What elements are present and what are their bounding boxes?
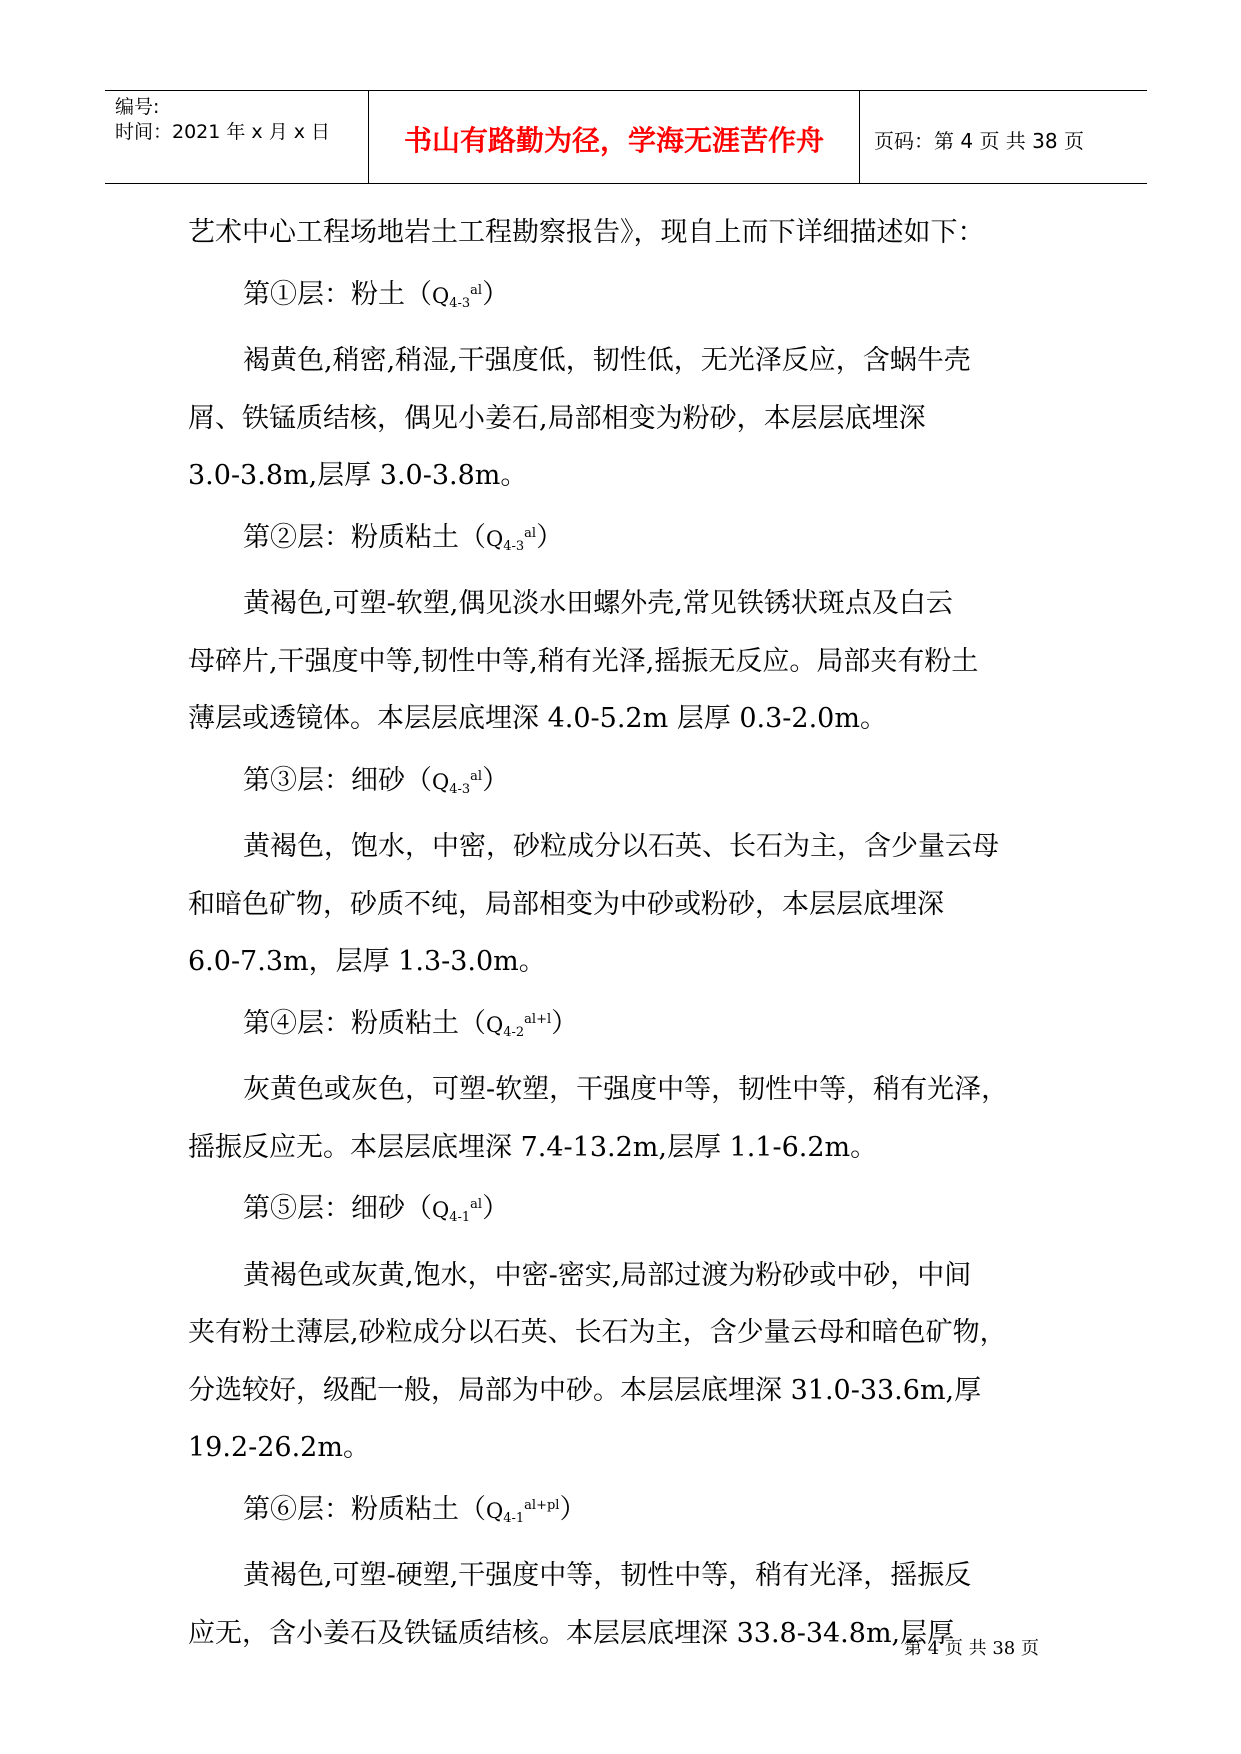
header-motto: 书山有路勤为径，学海无涯苦作舟 — [369, 91, 860, 183]
body-line: 艺术中心工程场地岩土工程勘察报告》，现自上而下详细描述如下： — [188, 217, 985, 248]
body-line: 薄层或透镜体。本层层底埋深 4.0-5.2m 层厚 0.3-2.0m。 — [188, 703, 887, 734]
body-line: 19.2-26.2m。 — [188, 1432, 370, 1463]
layer-heading: 第①层：粉土$(Q_{4-3}^{al})$ — [243, 278, 510, 311]
body-line: 摇振反应无。本层层底埋深 7.4-13.2m,层厚 1.1-6.2m。 — [188, 1131, 878, 1163]
document-number-label: 编号: — [115, 96, 160, 118]
page-footer: 第 4 页 共 38 页 — [904, 1638, 1039, 1659]
body-line: 黄褐色，饱水，中密，砂粒成分以石英、长石为主，含少量云母 — [243, 831, 999, 862]
body-line: 夹有粉土薄层,砂粒成分以石英、长石为主，含少量云母和暗色矿物， — [188, 1317, 1007, 1348]
body-line: 和暗色矿物，砂质不纯，局部相变为中砂或粉砂，本层层底埋深 — [188, 888, 944, 920]
body-line: 黄褐色或灰黄,饱水，中密-密实,局部过渡为粉砂或中砂，中间 — [243, 1259, 972, 1291]
layer-heading: 第③层：细砂$(Q_{4-3}^{al})$ — [243, 764, 510, 797]
body-line: 屑、铁锰质结核，偶见小姜石,局部相变为粉砂，本层层底埋深 — [188, 402, 926, 434]
layer-heading: 第②层：粉质粘土$(Q_{4-3}^{al})$ — [243, 521, 564, 554]
body-line: 褐黄色,稍密,稍湿,干强度低，韧性低，无光泽反应，含蜗牛壳 — [243, 345, 971, 376]
layer-heading: 第④层：粉质粘土$(Q_{4-2}^{al+l})$ — [243, 1007, 579, 1040]
body-line: 6.0-7.3m，层厚 1.3-3.0m。 — [188, 946, 546, 977]
body-line: 黄褐色,可塑-软塑,偶见淡水田螺外壳,常见铁锈状斑点及白云 — [243, 588, 953, 619]
body-line: 分选较好，级配一般，局部为中砂。本层层底埋深 31.0-33.6m,厚 — [188, 1374, 982, 1406]
layer-heading: 第⑤层：细砂$(Q_{4-1}^{al})$ — [243, 1193, 510, 1225]
body-line: 灰黄色或灰色，可塑-软塑，干强度中等，韧性中等，稍有光泽， — [243, 1074, 1009, 1105]
body-line: 3.0-3.8m,层厚 3.0-3.8m。 — [188, 460, 528, 491]
document-body — [188, 204, 1088, 1662]
body-line: 母碎片,干强度中等,韧性中等,稍有光泽,摇振无反应。局部夹有粉土 — [188, 645, 979, 677]
header-meta — [105, 91, 369, 183]
page-header — [105, 90, 1147, 184]
body-line: 黄褐色,可塑-硬塑,干强度中等，韧性中等，稍有光泽，摇振反 — [243, 1560, 972, 1591]
layer-heading: 第⑥层：粉质粘土$(Q_{4-1}^{al+pl})$ — [243, 1493, 587, 1526]
document-time: 时间：2021 年 x 月 x 日 — [115, 121, 331, 143]
body-line: 应无，含小姜石及铁锰质结核。本层层底埋深 33.8-34.8m,层厚 — [188, 1617, 955, 1649]
header-page-info: 页码：第 4 页 共 38 页 — [874, 128, 1084, 153]
